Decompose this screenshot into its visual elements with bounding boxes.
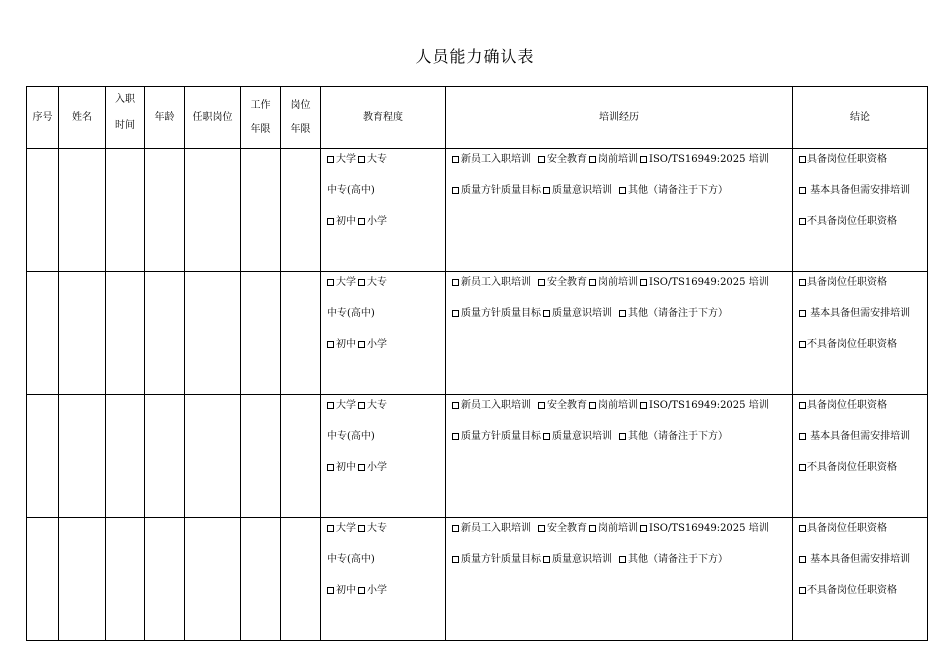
conclusion-cell [793, 518, 928, 641]
age-cell[interactable] [145, 395, 185, 518]
quality-policy-checkbox[interactable] [452, 187, 459, 194]
name-cell[interactable] [59, 395, 106, 518]
iso-training-label: ISO/TS16949:2025 培训 [649, 277, 769, 288]
junior-checkbox[interactable] [327, 464, 334, 471]
university-label: 大学 [336, 400, 356, 411]
quality-awareness-label: 质量意识培训 [552, 431, 612, 442]
quality-policy-label: 质量方针质量目标 [461, 554, 541, 565]
post-years-cell[interactable] [281, 149, 321, 272]
university-checkbox[interactable] [327, 156, 334, 163]
name-cell[interactable] [59, 149, 106, 272]
work-years-cell[interactable] [241, 149, 281, 272]
table-row [27, 518, 928, 641]
pre-job-training-checkbox[interactable] [589, 279, 596, 286]
college-label: 大专 [367, 523, 387, 534]
qualified-checkbox[interactable] [799, 156, 806, 163]
safety-education-label: 安全教育 [547, 277, 587, 288]
other-training-label: 其他（请备注于下方） [628, 554, 728, 565]
junior-label: 初中 [336, 585, 356, 596]
junior-checkbox[interactable] [327, 218, 334, 225]
safety-education-checkbox[interactable] [538, 402, 545, 409]
quality-policy-checkbox[interactable] [452, 310, 459, 317]
pre-job-training-label: 岗前培训 [598, 523, 638, 534]
work-years-cell[interactable] [241, 518, 281, 641]
basic-qualified-label: 基本具备但需安排培训 [807, 308, 911, 319]
quality-awareness-checkbox[interactable] [543, 433, 550, 440]
unqualified-checkbox[interactable] [799, 341, 806, 348]
junior-label: 初中 [336, 216, 356, 227]
unqualified-label: 不具备岗位任职资格 [807, 462, 897, 473]
qualified-label: 具备岗位任职资格 [807, 277, 887, 288]
form-title: 人员能力确认表 [415, 47, 535, 66]
header-age: 年龄 [145, 87, 185, 149]
university-checkbox[interactable] [327, 279, 334, 286]
unqualified-checkbox[interactable] [799, 587, 806, 594]
seq-cell[interactable] [27, 272, 59, 395]
primary-label: 小学 [367, 339, 387, 350]
basic-qualified-label: 基本具备但需安排培训 [807, 185, 911, 196]
quality-policy-checkbox[interactable] [452, 556, 459, 563]
position-cell[interactable] [185, 395, 241, 518]
join-time-cell[interactable] [106, 149, 145, 272]
new-staff-training-label: 新员工入职培训 [461, 154, 531, 165]
basic-qualified-checkbox[interactable] [799, 556, 806, 563]
pre-job-training-label: 岗前培训 [598, 277, 638, 288]
seq-cell[interactable] [27, 518, 59, 641]
other-training-label: 其他（请备注于下方） [628, 431, 728, 442]
unqualified-checkbox[interactable] [799, 218, 806, 225]
header-work-years [241, 87, 281, 149]
seq-cell[interactable] [27, 395, 59, 518]
iso-training-checkbox[interactable] [640, 156, 647, 163]
university-label: 大学 [336, 277, 356, 288]
join-time-cell[interactable] [106, 518, 145, 641]
junior-checkbox[interactable] [327, 341, 334, 348]
quality-awareness-label: 质量意识培训 [552, 554, 612, 565]
quality-policy-checkbox[interactable] [452, 433, 459, 440]
quality-policy-label: 质量方针质量目标 [461, 431, 541, 442]
college-label: 大专 [367, 154, 387, 165]
unqualified-label: 不具备岗位任职资格 [807, 216, 897, 227]
new-staff-training-label: 新员工入职培训 [461, 523, 531, 534]
quality-awareness-label: 质量意识培训 [552, 185, 612, 196]
quality-policy-label: 质量方针质量目标 [461, 308, 541, 319]
competence-table [26, 86, 928, 641]
primary-label: 小学 [367, 462, 387, 473]
header-row [27, 87, 928, 149]
header-join-line2: 时间 [115, 120, 135, 131]
post-years-cell[interactable] [281, 395, 321, 518]
table-row [27, 395, 928, 518]
other-training-checkbox[interactable] [619, 187, 626, 194]
new-staff-training-label: 新员工入职培训 [461, 277, 531, 288]
college-checkbox[interactable] [358, 156, 365, 163]
basic-qualified-checkbox[interactable] [799, 187, 806, 194]
education-cell [321, 395, 446, 518]
junior-checkbox[interactable] [327, 587, 334, 594]
basic-qualified-checkbox[interactable] [799, 433, 806, 440]
header-post-years-line1: 岗位 [290, 99, 311, 111]
new-staff-training-checkbox[interactable] [452, 402, 459, 409]
header-work-years-line1: 工作 [250, 99, 271, 111]
primary-checkbox[interactable] [358, 464, 365, 471]
table-row [27, 272, 928, 395]
iso-training-checkbox[interactable] [640, 402, 647, 409]
university-label: 大学 [336, 523, 356, 534]
header-conclusion: 结论 [793, 87, 928, 149]
header-education: 教育程度 [321, 87, 446, 149]
basic-qualified-label: 基本具备但需安排培训 [807, 431, 911, 442]
college-checkbox[interactable] [358, 525, 365, 532]
pre-job-training-label: 岗前培训 [598, 400, 638, 411]
college-label: 大专 [367, 277, 387, 288]
unqualified-label: 不具备岗位任职资格 [807, 585, 897, 596]
college-checkbox[interactable] [358, 402, 365, 409]
pre-job-training-checkbox[interactable] [589, 402, 596, 409]
qualified-label: 具备岗位任职资格 [807, 523, 887, 534]
seq-cell[interactable] [27, 149, 59, 272]
name-cell[interactable] [59, 518, 106, 641]
safety-education-checkbox[interactable] [538, 156, 545, 163]
qualified-checkbox[interactable] [799, 279, 806, 286]
vocational-label[interactable]: 中专(高中) [327, 554, 375, 565]
position-cell[interactable] [185, 518, 241, 641]
post-years-cell[interactable] [281, 518, 321, 641]
join-time-cell[interactable] [106, 272, 145, 395]
training-cell [446, 149, 793, 272]
vocational-label[interactable]: 中专(高中) [327, 185, 375, 196]
other-training-checkbox[interactable] [619, 433, 626, 440]
university-checkbox[interactable] [327, 525, 334, 532]
header-join-line1: 入职 [115, 94, 135, 105]
join-time-cell[interactable] [106, 395, 145, 518]
education-cell [321, 149, 446, 272]
vocational-label[interactable]: 中专(高中) [327, 431, 375, 442]
new-staff-training-checkbox[interactable] [452, 525, 459, 532]
primary-checkbox[interactable] [358, 218, 365, 225]
qualified-label: 具备岗位任职资格 [807, 400, 887, 411]
header-work-years-line2: 年限 [250, 123, 271, 135]
basic-qualified-label: 基本具备但需安排培训 [807, 554, 911, 565]
age-cell[interactable] [145, 149, 185, 272]
quality-awareness-checkbox[interactable] [543, 310, 550, 317]
university-label: 大学 [336, 154, 356, 165]
conclusion-cell [793, 272, 928, 395]
header-position: 任职岗位 [185, 87, 241, 149]
age-cell[interactable] [145, 518, 185, 641]
primary-checkbox[interactable] [358, 587, 365, 594]
safety-education-label: 安全教育 [547, 400, 587, 411]
quality-policy-label: 质量方针质量目标 [461, 185, 541, 196]
basic-qualified-checkbox[interactable] [799, 310, 806, 317]
training-cell [446, 395, 793, 518]
primary-label: 小学 [367, 585, 387, 596]
iso-training-label: ISO/TS16949:2025 培训 [649, 154, 769, 165]
name-cell[interactable] [59, 272, 106, 395]
conclusion-cell [793, 149, 928, 272]
college-label: 大专 [367, 400, 387, 411]
qualified-checkbox[interactable] [799, 525, 806, 532]
qualified-label: 具备岗位任职资格 [807, 154, 887, 165]
post-years-cell[interactable] [281, 272, 321, 395]
vocational-label[interactable]: 中专(高中) [327, 308, 375, 319]
new-staff-training-checkbox[interactable] [452, 156, 459, 163]
education-cell [321, 518, 446, 641]
quality-awareness-checkbox[interactable] [543, 556, 550, 563]
conclusion-cell [793, 395, 928, 518]
university-checkbox[interactable] [327, 402, 334, 409]
other-training-checkbox[interactable] [619, 556, 626, 563]
qualified-checkbox[interactable] [799, 402, 806, 409]
position-cell[interactable] [185, 149, 241, 272]
header-seq: 序号 [27, 87, 59, 149]
safety-education-checkbox[interactable] [538, 525, 545, 532]
header-name: 姓名 [59, 87, 106, 149]
junior-label: 初中 [336, 462, 356, 473]
position-cell[interactable] [185, 272, 241, 395]
safety-education-checkbox[interactable] [538, 279, 545, 286]
safety-education-label: 安全教育 [547, 154, 587, 165]
training-cell [446, 518, 793, 641]
iso-training-checkbox[interactable] [640, 525, 647, 532]
unqualified-checkbox[interactable] [799, 464, 806, 471]
unqualified-label: 不具备岗位任职资格 [807, 339, 897, 350]
header-post-years-line2: 年限 [290, 123, 311, 135]
other-training-label: 其他（请备注于下方） [628, 308, 728, 319]
iso-training-label: ISO/TS16949:2025 培训 [649, 523, 769, 534]
pre-job-training-checkbox[interactable] [589, 156, 596, 163]
work-years-cell[interactable] [241, 395, 281, 518]
other-training-label: 其他（请备注于下方） [628, 185, 728, 196]
header-post-years [281, 87, 321, 149]
table-row [27, 149, 928, 272]
pre-job-training-checkbox[interactable] [589, 525, 596, 532]
primary-checkbox[interactable] [358, 341, 365, 348]
other-training-checkbox[interactable] [619, 310, 626, 317]
college-checkbox[interactable] [358, 279, 365, 286]
header-join-time [106, 87, 145, 149]
education-cell [321, 272, 446, 395]
new-staff-training-label: 新员工入职培训 [461, 400, 531, 411]
quality-awareness-label: 质量意识培训 [552, 308, 612, 319]
quality-awareness-checkbox[interactable] [543, 187, 550, 194]
iso-training-checkbox[interactable] [640, 279, 647, 286]
safety-education-label: 安全教育 [547, 523, 587, 534]
primary-label: 小学 [367, 216, 387, 227]
header-training: 培训经历 [446, 87, 793, 149]
work-years-cell[interactable] [241, 272, 281, 395]
junior-label: 初中 [336, 339, 356, 350]
age-cell[interactable] [145, 272, 185, 395]
pre-job-training-label: 岗前培训 [598, 154, 638, 165]
iso-training-label: ISO/TS16949:2025 培训 [649, 400, 769, 411]
new-staff-training-checkbox[interactable] [452, 279, 459, 286]
training-cell [446, 272, 793, 395]
